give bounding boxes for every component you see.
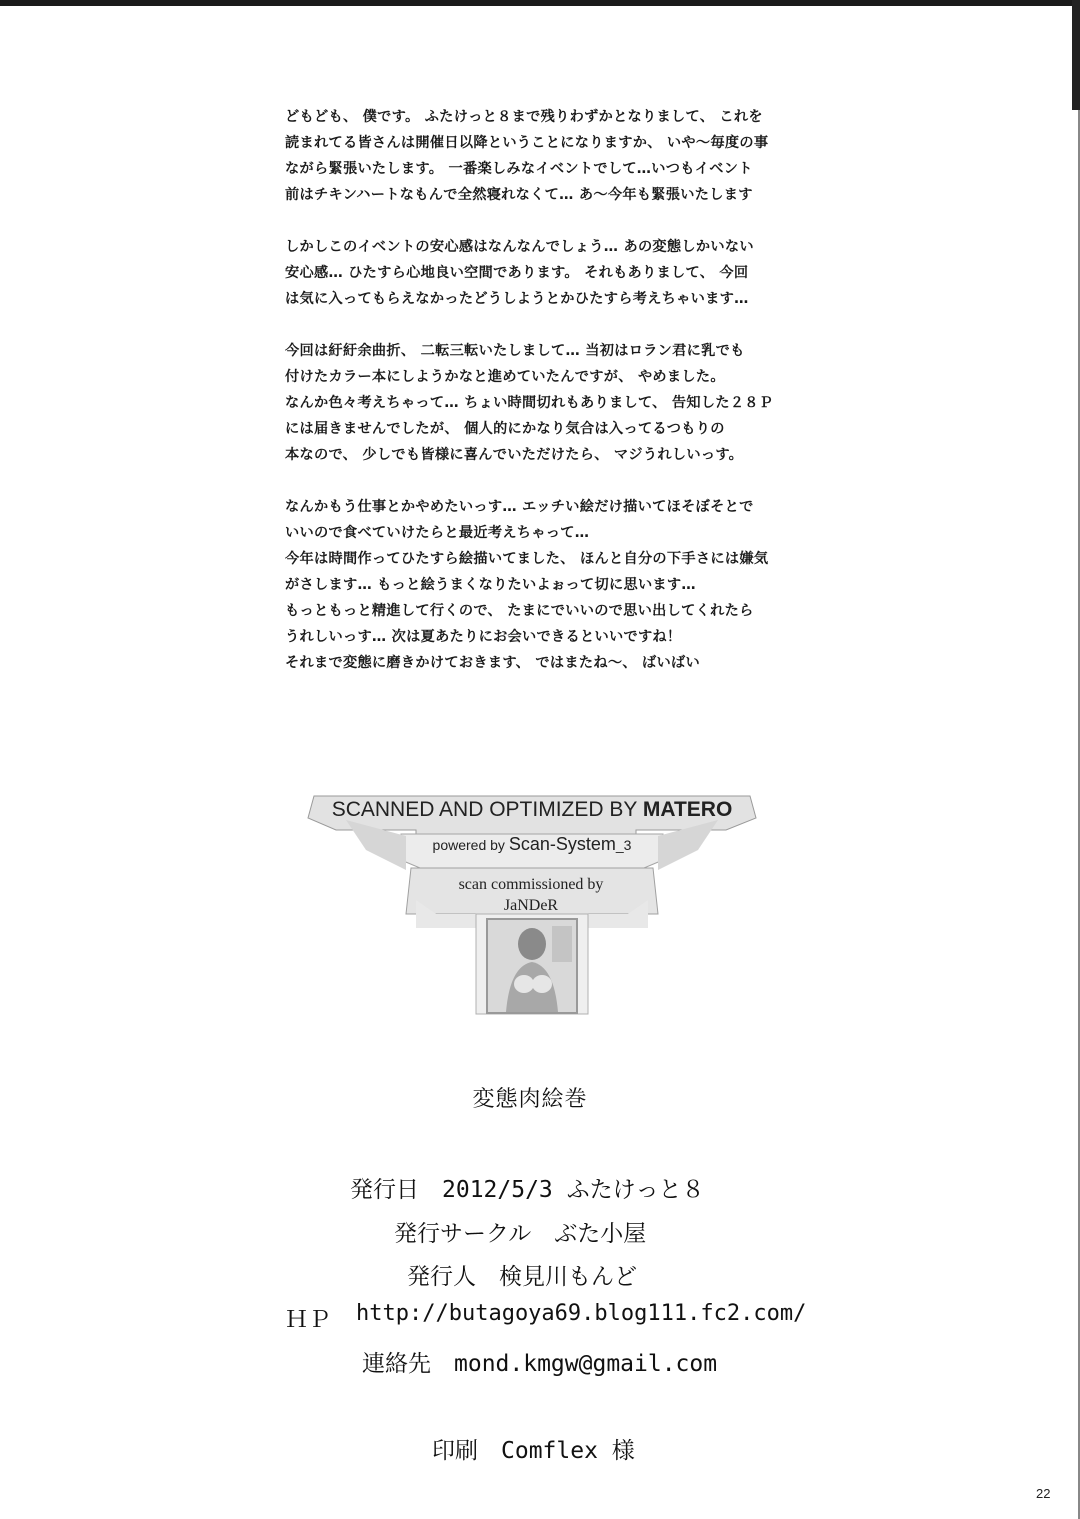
text-line: なんか色々考えちゃって… ちょい時間切れもありまして、 告知した２８Ｐ	[285, 395, 774, 411]
scan-edge-top	[0, 0, 1080, 6]
afterword-paragraph-3	[285, 338, 805, 468]
text-line: ながら緊張いたします。 一番楽しみなイベントでして…いつもイベント	[285, 161, 753, 177]
publishing-circle: 発行サークル ぶた小屋	[394, 1221, 647, 1247]
text-line: どもども、 僕です。 ふたけっと８まで残りわずかとなりまして、 これを	[285, 109, 763, 125]
commissioned-by-label: scan commissioned by	[458, 876, 604, 893]
text-line: 安心感… ひたすら心地良い空間であります。 それもありまして、 今回	[285, 265, 749, 281]
scan-credit-title	[306, 798, 758, 822]
powered-by-label: powered by	[432, 837, 509, 853]
afterword-paragraph-2	[285, 234, 805, 312]
scan-title-prefix: SCANNED AND OPTIMIZED BY	[331, 798, 643, 821]
release-date: 発行日 2012/5/3 ふたけっと８	[350, 1177, 705, 1203]
afterword-text	[285, 104, 805, 702]
powered-by-line	[306, 834, 758, 855]
text-line: には届きませんでしたが、 個人的にかなり気合は入ってるつもりの	[285, 421, 725, 437]
publisher-name: 発行人 検見川もんど	[407, 1264, 637, 1290]
cover-thumbnail-image	[486, 918, 578, 1014]
text-line: もっともっと精進して行くので、 たまにでいいので思い出してくれたら	[285, 603, 754, 619]
commissioner-name: JaNDeR	[503, 897, 559, 914]
contact-email: 連絡先 mond.kmgw@gmail.com	[362, 1351, 718, 1377]
text-line: うれしいっす… 次は夏あたりにお会いできるといいですね！	[285, 629, 682, 645]
text-line: 前はチキンハートなもんで全然寝れなくて… あ～今年も緊張いたします	[285, 187, 753, 203]
book-title: 変態肉絵巻	[472, 1087, 588, 1112]
scan-system-name: Scan-System	[508, 834, 616, 854]
commission-credit	[406, 874, 656, 916]
text-line: なんかもう仕事とかやめたいっす… エッチい絵だけ描いてほそぼそとで	[285, 499, 754, 515]
text-line: 本なので、 少しでも皆様に喜んでいただけたら、 マジうれしいっす。	[285, 447, 744, 463]
scan-system-version: _3	[615, 837, 632, 853]
scan-edge-right	[1072, 0, 1080, 110]
scan-credit-banner	[306, 790, 758, 1020]
text-line: がさします… もっと絵うまくなりたいよぉって切に思います…	[285, 577, 696, 593]
text-line: いいので食べていけたらと最近考えちゃって…	[285, 525, 590, 541]
text-line: 付けたカラー本にしようかなと進めていたんですが、 やめました。	[285, 369, 725, 385]
afterword-paragraph-1	[285, 104, 805, 208]
text-line: 今回は紆紆余曲折、 二転三転いたしまして… 当初はロラン君に乳でも	[285, 343, 745, 359]
scanner-name: MATERO	[642, 798, 733, 821]
text-line: 読まれてる皆さんは開催日以降ということになりますか、 いや～毎度の事	[285, 135, 769, 151]
text-line: 今年は時間作ってひたすら絵描いてました、 ほんと自分の下手さには嫌気	[285, 551, 769, 567]
homepage-label: ＨＰ	[285, 1307, 331, 1333]
page-number: 22	[1036, 1486, 1051, 1501]
thumbnail-illustration	[488, 920, 576, 1012]
text-line: しかしこのイベントの安心感はなんなんでしょう… あの変態しかいない	[285, 239, 754, 255]
printer-credit: 印刷 Comflex 様	[432, 1438, 635, 1464]
homepage-url: http://butagoya69.blog111.fc2.com/	[356, 1301, 807, 1326]
text-line: それまで変態に磨きかけておきます、 ではまたね～、 ばいばい	[285, 655, 700, 671]
afterword-paragraph-4	[285, 494, 805, 676]
text-line: は気に入ってもらえなかったどうしようとかひたすら考えちゃいます…	[285, 291, 749, 307]
